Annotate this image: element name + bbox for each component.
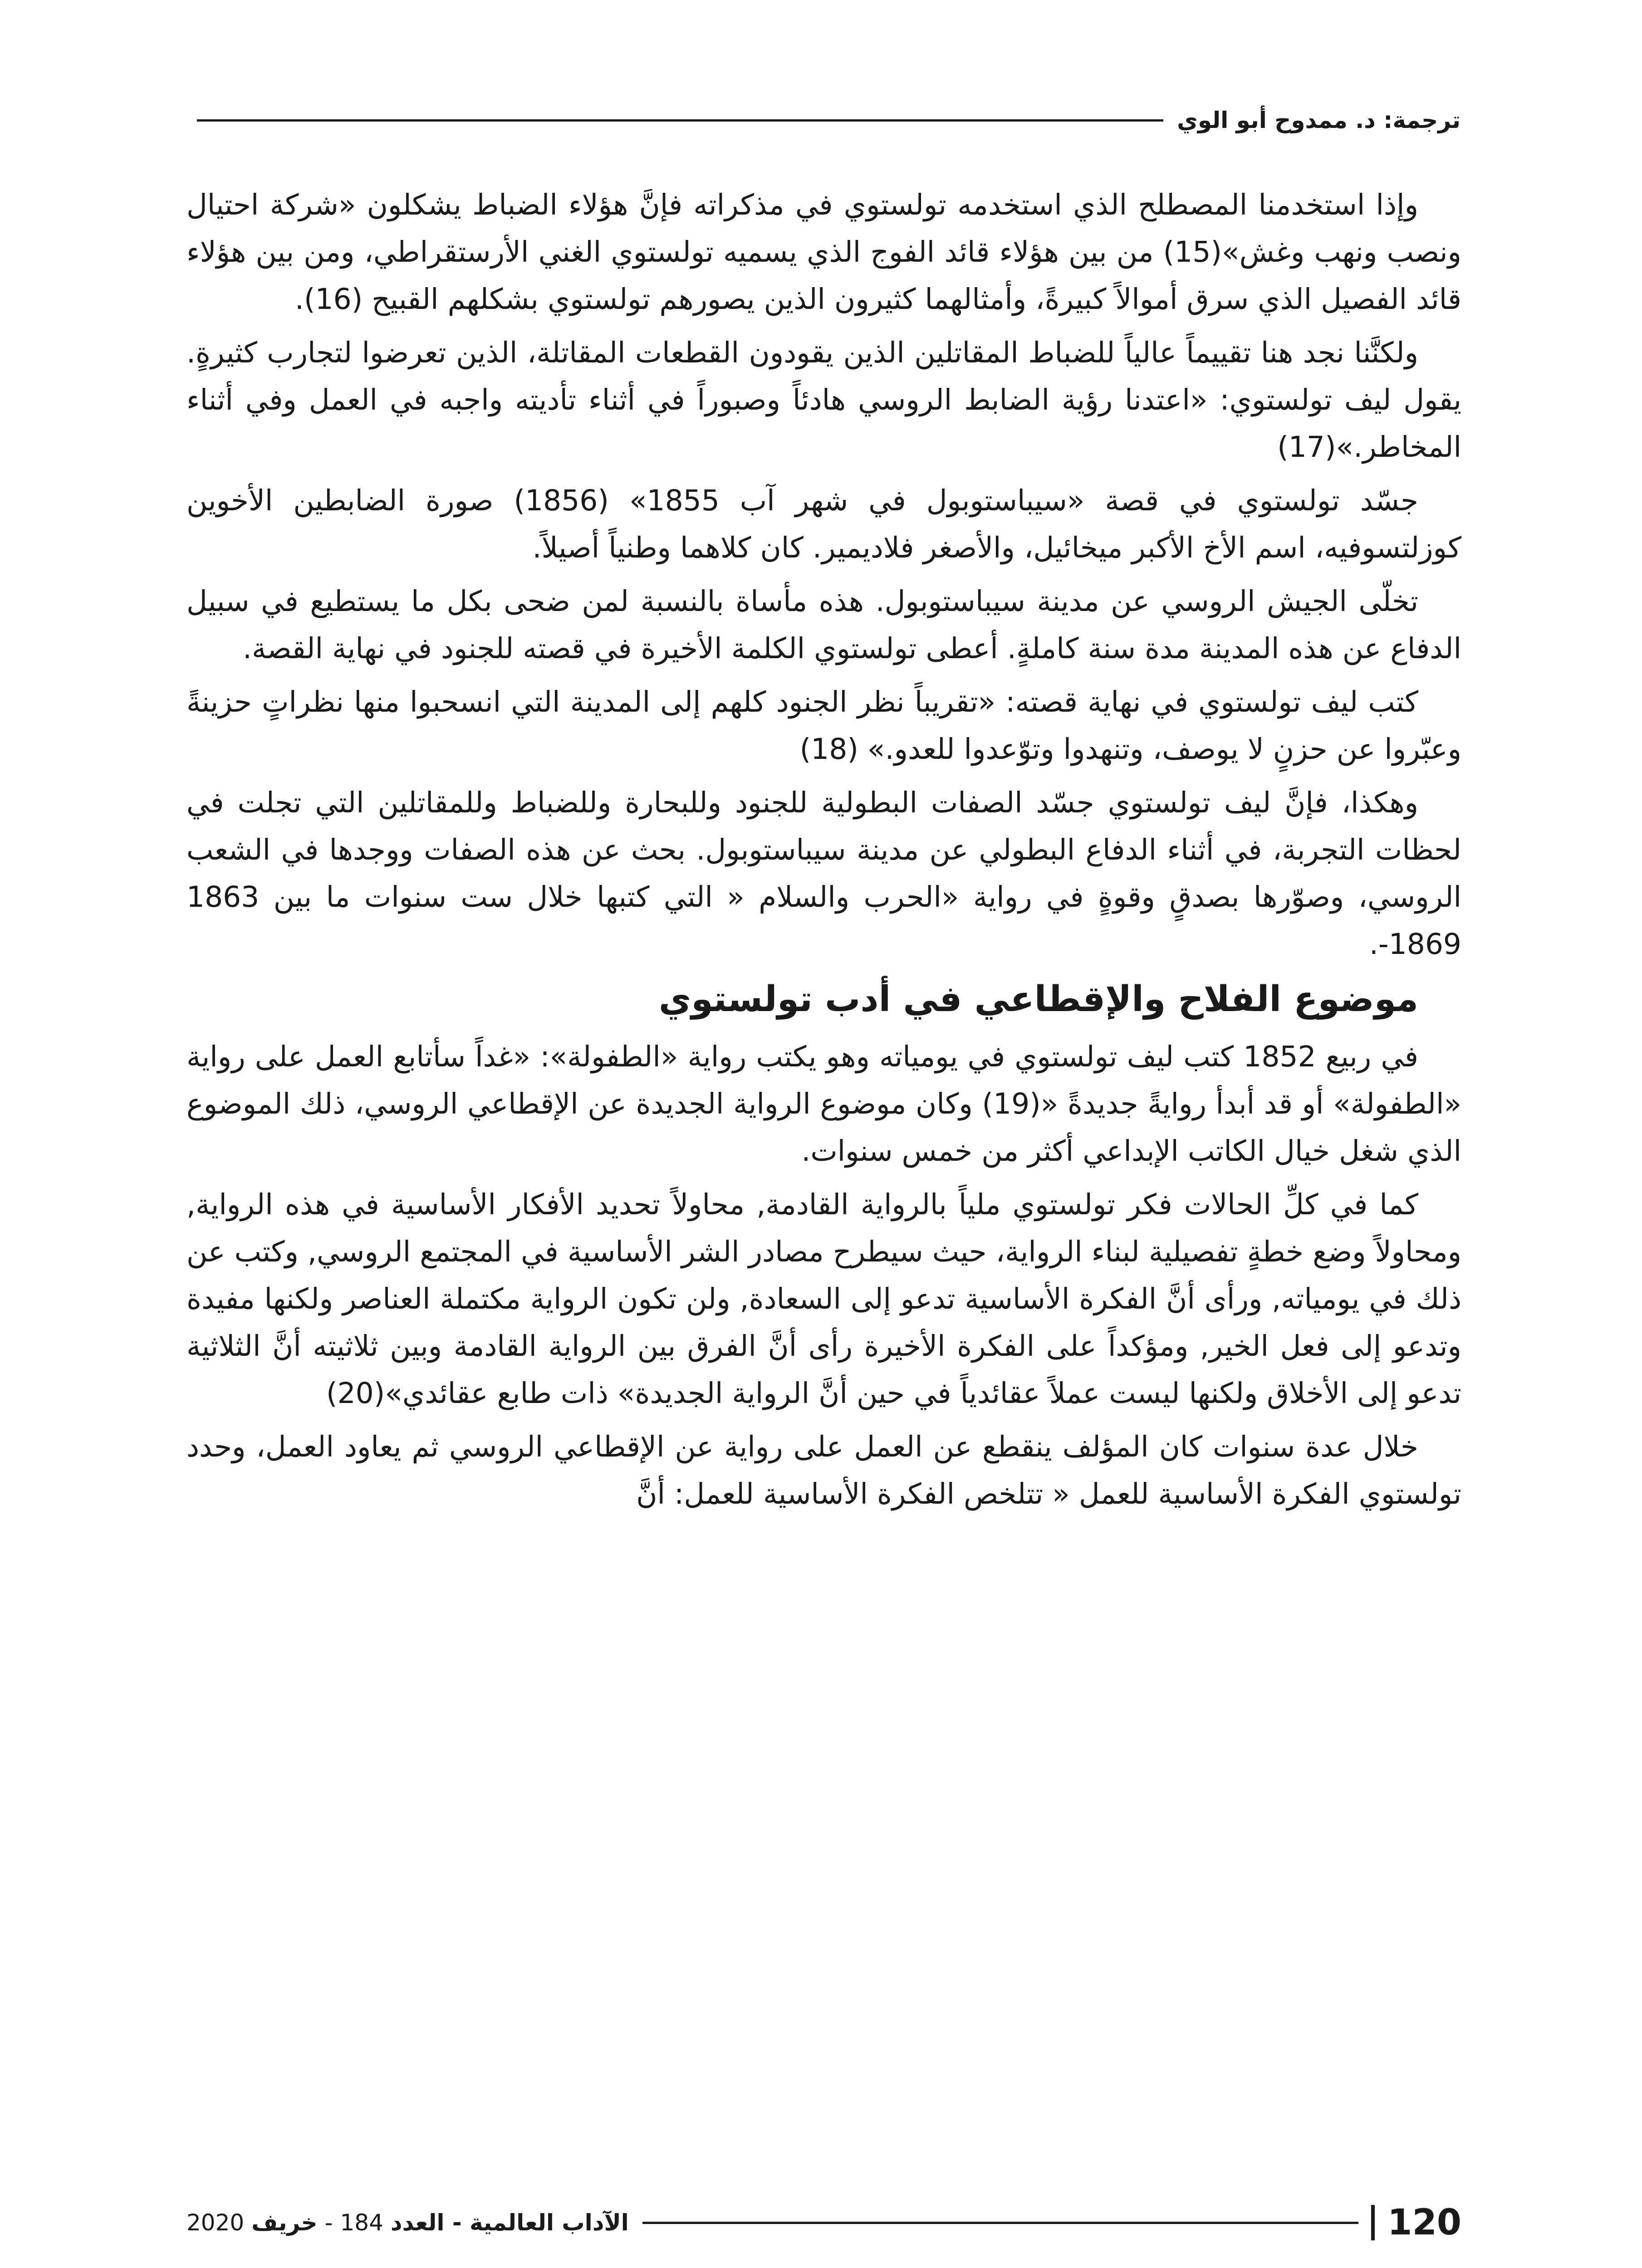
paragraph: في ربيع 1852 كتب ليف تولستوي في يومياته وهو يكتب رواية «الطفولة»: «غداً سأتابع العمل على رواية «الطفولة» أو قد أبدأ روايةً جديدةً «(19) وكان موضوع الرواية الجديدة عن الإقطاعي الروسي، ذلك الموضوع الذي شغل خيال الكاتب الإبداعي أكثر من خمس سنوات. [186, 1040, 1461, 1168]
paragraph: كما في كلِّ الحالات فكر تولستوي ملياً بالرواية القادمة, محاولاً تحديد الأفكار الأساسية في هذه الرواية, ومحاولاً وضع خطةٍ تفصيلية لبناء الرواية، حيث سيطرح مصادر الشر الأساسية في المجتمع الروسي, وكتب عن ذلك في يومياته, ورأى أنَّ الفكرة الأساسية تدعو إلى السعادة, ولن تكون الرواية مكتملة العناصر ولكنها مفيدة وتدعو إلى فعل الخير, ومؤكداً على الفكرة الأخيرة رأى أنَّ الفرق بين الرواية القادمة وبين ثلاثيته أنَّ الثلاثية تدعو إلى الأخلاق ولكنها ليست عملاً عقائدياً في حين أنَّ الرواية الجديدة» ذات طابع عقائدي»(20) [186, 1188, 1461, 1410]
paragraph: خلال عدة سنوات كان المؤلف ينقطع عن العمل على رواية عن الإقطاعي الروسي ثم يعاود العمل، وحدد تولستوي الفكرة الأساسية للعمل « تتلخص الفكرة الأساسية للعمل: أنَّ [186, 1430, 1461, 1510]
issue-number: 184 [340, 2209, 383, 2236]
running-header [181, 100, 1461, 141]
header-rule [197, 119, 1163, 122]
page-number: 120 [1387, 2202, 1461, 2243]
season: خريف [251, 2209, 318, 2236]
paragraph: جسّد تولستوي في قصة «سيباستوبول في شهر آب 1855» (1856) صورة الضابطين الأخوين كوزلتسوفيه، اسم الأخ الأكبر ميخائيل، والأصغر فلاديمير. كان كلاهما وطنياً أصيلاً. [186, 484, 1461, 564]
paragraph: وإذا استخدمنا المصطلح الذي استخدمه تولستوي في مذكراته فإنَّ هؤلاء الضباط يشكلون «شركة احتيال ونصب ونهب وغش»(15) من بين هؤلاء قائد الفوج الذي يسميه تولستوي الغني الأرستقراطي، ومن بين هؤلاء قائد الفصيل الذي سرق أموالاً كبيرةً، وأمثالهما كثيرون الذين يصورهم تولستوي بشكلهم القبيح (16). [186, 188, 1461, 316]
paragraph: تخلّى الجيش الروسي عن مدينة سيباستوبول. هذه مأساة بالنسبة لمن ضحى بكل ما يستطيع في سبيل الدفاع عن هذه المدينة مدة سنة كاملةٍ. أعطى تولستوي الكلمة الأخيرة في قصته للجنود في نهاية القصة. [186, 585, 1461, 665]
paragraph: كتب ليف تولستوي في نهاية قصته: «تقريباً نظر الجنود كلهم إلى المدينة التي انسحبوا منها نظراتٍ حزينةً وعبّروا عن حزنٍ لا يوصف، وتنهدوا وتوّعدوا للعدو.» (18) [186, 685, 1461, 766]
footer-divider [1371, 2205, 1375, 2240]
footer-rule [642, 2222, 1358, 2224]
paragraph: ولكنَّنا نجد هنا تقييماً عالياً للضباط المقاتلين الذين يقودون القطعات المقاتلة، الذين تعرضوا لتجارب كثيرةٍ. يقول ليف تولستوي: «اعتدنا رؤية الضابط الروسي هادئاً وصبوراً في أثناء تأديته واجبه في العمل وفي أثناء المخاطر.»(17) [186, 336, 1461, 464]
journal-info: الآداب العالمية - العدد 184 - خريف 2020 [186, 2209, 629, 2236]
journal-name: الآداب العالمية - العدد [390, 2209, 629, 2236]
year: 2020 [186, 2209, 245, 2236]
section-title: موضوع الفلاح والإقطاعي في أدب تولستوي [658, 979, 1418, 1020]
translator-credit: ترجمة: د. ممدوح أبو الوي [1177, 107, 1461, 133]
article-body [186, 181, 1461, 1524]
page-footer [186, 2200, 1461, 2245]
paragraph: وهكذا، فإنَّ ليف تولستوي جسّد الصفات البطولية للجنود وللبحارة وللضباط وللمقاتلين التي تجلت في لحظات التجربة، في أثناء الدفاع البطولي عن مدينة سيباستوبول. بحث عن هذه الصفات ووجدها في الشعب الروسي، وصوّرها بصدقٍ وقوةٍ في رواية «الحرب والسلام « التي كتبها خلال ست سنوات ما بين 1863 1869-. [186, 786, 1461, 961]
